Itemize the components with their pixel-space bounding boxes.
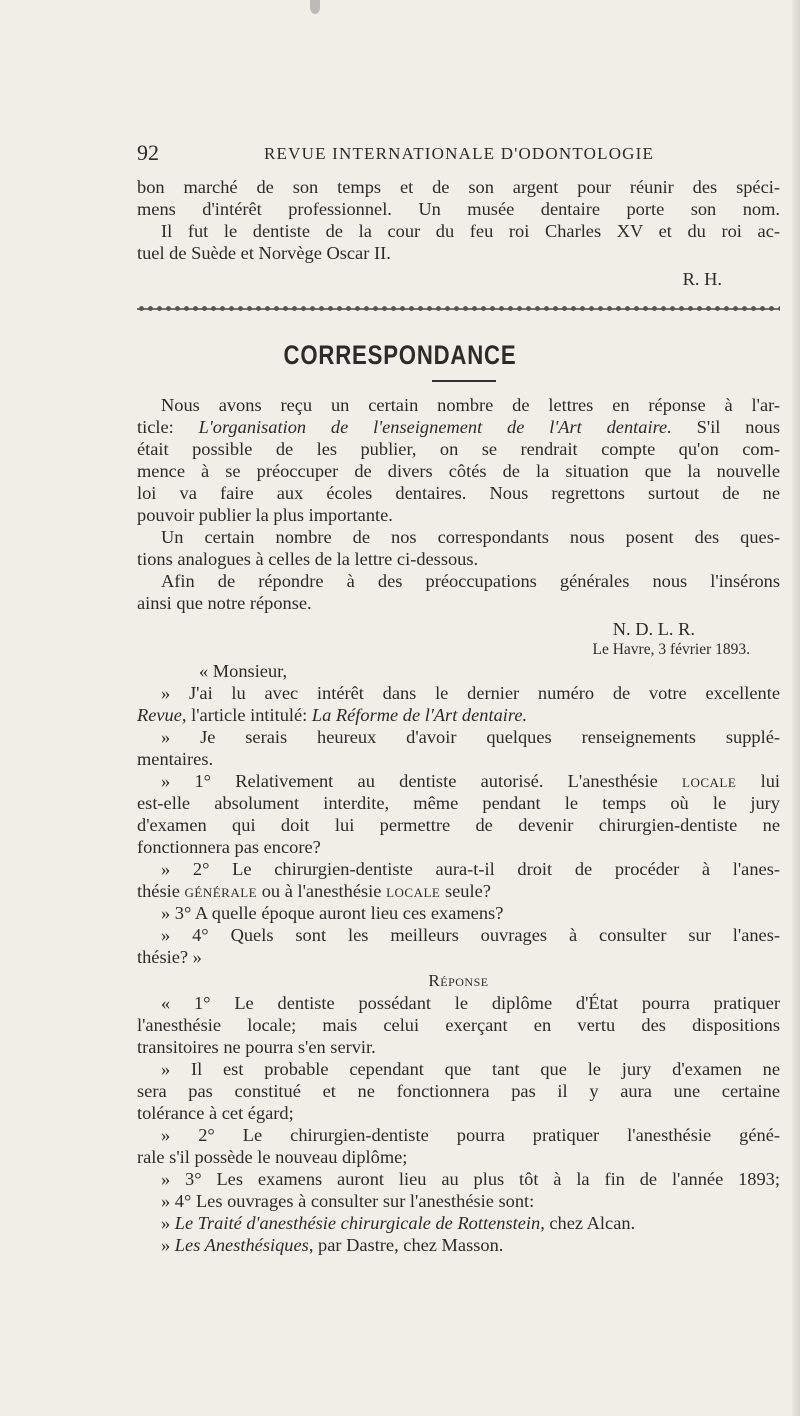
page-number: 92 bbox=[137, 140, 159, 165]
text-line: » 2° Le chirurgien-dentiste pourra pratiquer l'anesthésie géné- bbox=[161, 1125, 780, 1145]
text-line: sera pas constitué et ne fonctionnera pas il y aura une certaine bbox=[137, 1081, 780, 1101]
running-head: REVUE INTERNATIONALE D'ODONTOLOGIE bbox=[264, 144, 655, 163]
text-line: bon marché de son temps et de son argent pour réunir des spéci- bbox=[137, 177, 780, 197]
book-title: Le Traité d'anesthésie chirurgicale de Rottenstein bbox=[174, 1213, 541, 1233]
text-line: » Il est probable cependant que tant que le jury d'examen ne bbox=[161, 1059, 780, 1079]
text-line: » 1° Relativement au dentiste autorisé. L'anesthésie locale lui bbox=[161, 771, 780, 791]
text-line: thésie? » bbox=[137, 947, 202, 967]
page-header bbox=[137, 140, 777, 170]
signature-rh: R. H. bbox=[682, 269, 722, 289]
text-line: » 2° Le chirurgien-dentiste aura-t-il droit de procéder à l'anes- bbox=[161, 859, 780, 879]
text-line: rale s'il possède le nouveau diplôme; bbox=[137, 1147, 408, 1167]
revue-title: Revue bbox=[137, 705, 182, 725]
text-line: l'anesthésie locale; mais celui exerçant en vertu des dispositions bbox=[137, 1015, 780, 1035]
text-line: est-elle absolument interdite, même pendant le temps où le jury bbox=[137, 793, 780, 813]
book-title: Les Anesthésiques bbox=[174, 1235, 309, 1255]
text-line: ticle: L'organisation de l'enseignement de l'Art dentaire. S'il nous bbox=[137, 417, 780, 437]
text-line: mentaires. bbox=[137, 749, 214, 769]
text-line: thésie générale ou à l'anesthésie locale seule? bbox=[137, 881, 491, 901]
signature-ndlr: N. D. L. R. bbox=[612, 619, 695, 639]
text-line: transitoires ne pourra s'en servir. bbox=[137, 1037, 376, 1057]
text-line: loi va faire aux écoles dentaires. Nous regrettons surtout de ne bbox=[137, 483, 780, 503]
text-line: d'examen qui doit lui permettre de devenir chirurgien-dentiste ne bbox=[137, 815, 780, 835]
reader-letter bbox=[137, 640, 780, 968]
article-title: L'organisation de l'enseignement de l'Art dentaire. bbox=[198, 417, 672, 437]
salutation: « Monsieur, bbox=[199, 661, 288, 681]
editorial-response bbox=[137, 970, 780, 1256]
text-line: mence à se préoccuper de divers côtés de la situation que la nouvelle bbox=[137, 461, 780, 481]
text-line: tolérance à cet égard; bbox=[137, 1103, 294, 1123]
text-line: « 1° Le dentiste possédant le diplôme d'État pourra pratiquer bbox=[161, 993, 780, 1013]
dateline: Le Havre, 3 février 1893. bbox=[592, 641, 750, 658]
top-paragraph bbox=[137, 176, 780, 290]
text-line: Un certain nombre de nos correspondants nous posent des ques- bbox=[161, 527, 780, 547]
text-line: Revue, l'article intitulé: La Réforme de l'Art dentaire. bbox=[137, 705, 528, 725]
article-title: La Réforme de l'Art dentaire. bbox=[311, 705, 528, 725]
title-rule bbox=[432, 380, 496, 382]
text-line: » J'ai lu avec intérêt dans le dernier numéro de votre excellente bbox=[161, 683, 780, 703]
text-line: Il fut le dentiste de la cour du feu roi Charles XV et du roi ac- bbox=[161, 221, 780, 241]
text-line: » Je serais heureux d'avoir quelques renseignements supplé- bbox=[161, 727, 780, 747]
section-title: CORRESPONDANCE bbox=[283, 340, 517, 370]
text-line: » 4° Quels sont les meilleurs ouvrages à consulter sur l'anes- bbox=[161, 925, 780, 945]
text-line: était possible de les publier, on se rendrait compte qu'on com- bbox=[137, 439, 780, 459]
text-line: » 3° A quelle époque auront lieu ces examens? bbox=[161, 903, 504, 923]
text-line: » Le Traité d'anesthésie chirurgicale de Rottenstein, chez Alcan. bbox=[161, 1213, 636, 1233]
text-line: mens d'intérêt professionnel. Un musée dentaire porte son nom. bbox=[137, 199, 780, 219]
text-line: » Les Anesthésiques, par Dastre, chez Masson. bbox=[161, 1235, 504, 1255]
text-line: Afin de répondre à des préoccupations générales nous l'insérons bbox=[161, 571, 780, 591]
text-line: » 4° Les ouvrages à consulter sur l'anesthésie sont: bbox=[161, 1191, 535, 1211]
ornamental-divider bbox=[137, 302, 780, 316]
text-line: fonctionnera pas encore? bbox=[137, 837, 321, 857]
page-blemish bbox=[310, 0, 320, 14]
text-line: » 3° Les examens auront lieu au plus tôt à la fin de l'année 1893; bbox=[161, 1169, 780, 1189]
response-heading: Réponse bbox=[428, 971, 489, 990]
editorial-intro bbox=[137, 394, 780, 640]
text-line: tuel de Suède et Norvège Oscar II. bbox=[137, 243, 391, 263]
text-line: tions analogues à celles de la lettre ci-dessous. bbox=[137, 549, 479, 569]
text-line: Nous avons reçu un certain nombre de lettres en réponse à l'ar- bbox=[161, 395, 780, 415]
text-line: pouvoir publier la plus importante. bbox=[137, 505, 393, 525]
page-edge bbox=[792, 0, 800, 1416]
text-line: ainsi que notre réponse. bbox=[137, 593, 312, 613]
